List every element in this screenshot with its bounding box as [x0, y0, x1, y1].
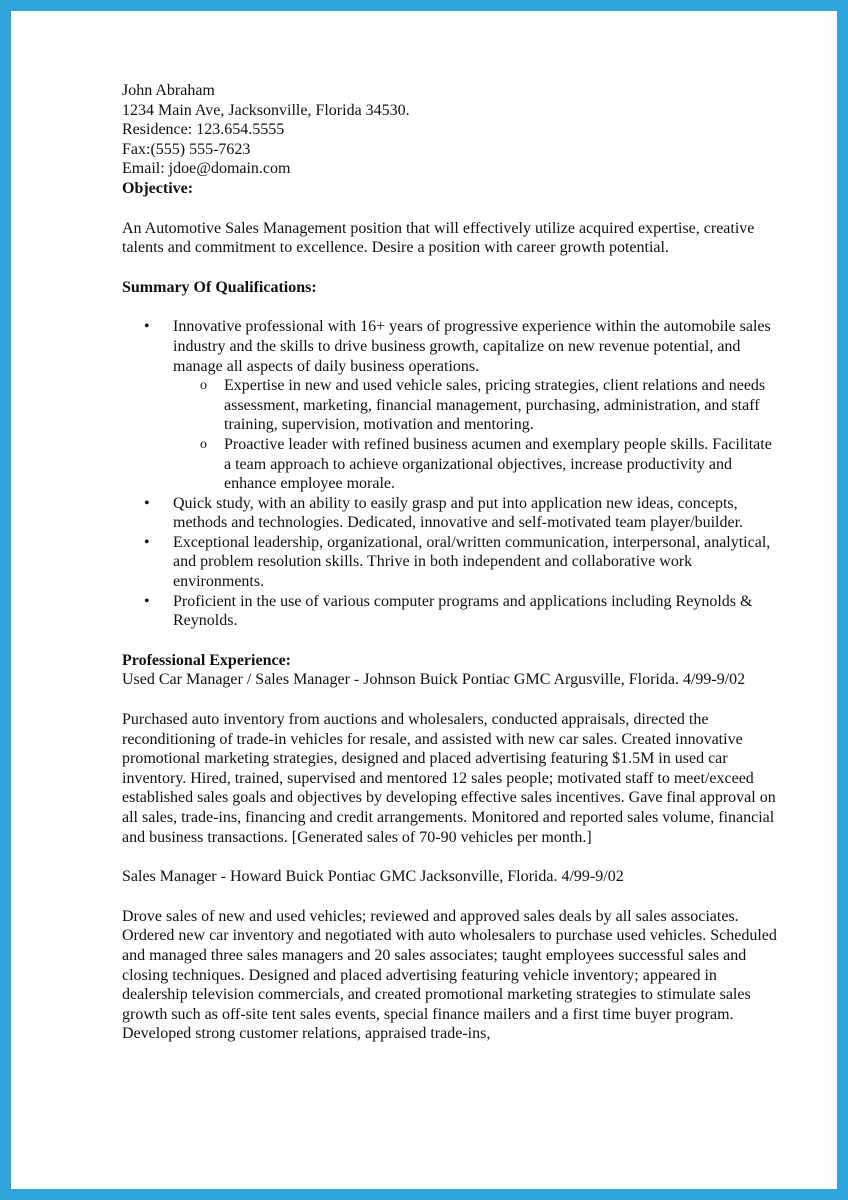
job-description: Purchased auto inventory from auctions and wholesalers, conducted appraisals, directed the reconditioning of trade-in vehicles for resale, and assisted with new car sales. Created innovative promotional marketing strategies, designed and placed advertising featuring $1.5M in used car inventory. Hired, trained, supervised and mentored 12 sales people; motivated staff to meet/exceed established sales goals and objectives by developing effective sales incentives. Gave final approval on all sales, trade-ins, financing and credit arrangements. Monitored and reported sales volume, financial and business transactions. [Generated sales of 70-90 vehicles per month.]	[122, 711, 776, 846]
list-item	[173, 376, 782, 435]
spacer	[122, 887, 782, 907]
experience-heading: Professional Experience:	[122, 651, 292, 669]
contact-name: John Abraham	[122, 82, 215, 99]
spacer	[122, 847, 782, 867]
list-item	[122, 592, 782, 631]
spacer	[122, 297, 782, 317]
qualifications-list	[122, 317, 782, 631]
list-item	[122, 533, 782, 592]
summary-heading: Summary Of Qualifications:	[122, 278, 317, 296]
bullet-icon: •	[144, 533, 150, 551]
list-item	[122, 317, 782, 493]
qualification-text: Exceptional leadership, organizational, oral/written communication, interpersonal, analytical, and problem resolution skills. Thrive in both independent and collaborative work environments.	[173, 533, 771, 591]
spacer	[122, 258, 782, 278]
job-title: Sales Manager - Howard Buick Pontiac GMC Jacksonville, Florida. 4/99-9/02	[122, 868, 624, 886]
spacer	[122, 631, 782, 651]
bullet-icon: •	[144, 592, 150, 610]
spacer	[122, 690, 782, 710]
contact-residence-phone: Residence: 123.654.5555	[122, 121, 285, 139]
job-title: Used Car Manager / Sales Manager - Johnson Buick Pontiac GMC Argusville, Florida. 4/99-9/02	[122, 671, 746, 689]
sub-qualification-text: Expertise in new and used vehicle sales, pricing strategies, client relations and needs assessment, marketing, financial management, purchasing, administration, and staff training, supervision, motivation and mentoring.	[224, 377, 766, 434]
spacer	[122, 199, 782, 219]
qualification-sub-list	[173, 376, 782, 494]
bullet-icon: •	[144, 494, 150, 512]
contact-email: Email: jdoe@domain.com	[122, 160, 291, 178]
circle-bullet-icon: o	[200, 378, 207, 394]
job-description: Drove sales of new and used vehicles; reviewed and approved sales deals by all sales associates. Ordered new car inventory and negotiated with auto wholesalers to purchase used vehicles. Scheduled and managed three sales managers and 20 sales associates; taught employees successful sales and closing techniques. Designed and placed advertising featuring vehicle inventory; appeared in dealership television commercials, and created promotional marketing strategies to stimulate sales growth such as off-site tent sales events, special finance mailers and a first time buyer program. Developed strong customer relations, appraised trade-ins,	[122, 907, 777, 1043]
sub-qualification-text: Proactive leader with refined business acumen and exemplary people skills. Facilitate a team approach to achieve organizational objectives, increase productivity and enhance employee morale.	[224, 435, 772, 493]
contact-address: 1234 Main Ave, Jacksonville, Florida 34530.	[122, 101, 410, 119]
objective-heading: Objective:	[122, 179, 194, 197]
list-item	[122, 494, 782, 533]
objective-text: An Automotive Sales Management position that will effectively utilize acquired expertise, creative talents and commitment to excellence. Desire a position with career growth potential.	[122, 219, 755, 257]
circle-bullet-icon: o	[200, 436, 207, 452]
qualification-text: Innovative professional with 16+ years of progressive experience within the automobile sales industry and the skills to drive business growth, capitalize on new revenue potential, and manage all aspects of daily business operations.	[173, 318, 771, 375]
list-item	[173, 435, 782, 494]
contact-fax: Fax:(555) 555-7623	[122, 140, 251, 158]
contact-block	[122, 81, 782, 179]
qualification-text: Proficient in the use of various computer programs and applications including Reynolds & Reynolds.	[173, 592, 753, 630]
bullet-icon: •	[144, 318, 150, 336]
qualification-text: Quick study, with an ability to easily grasp and put into application new ideas, concepts, methods and technologies. Dedicated, innovative and self-motivated team player/builder.	[173, 494, 744, 532]
resume-document	[122, 81, 782, 1044]
